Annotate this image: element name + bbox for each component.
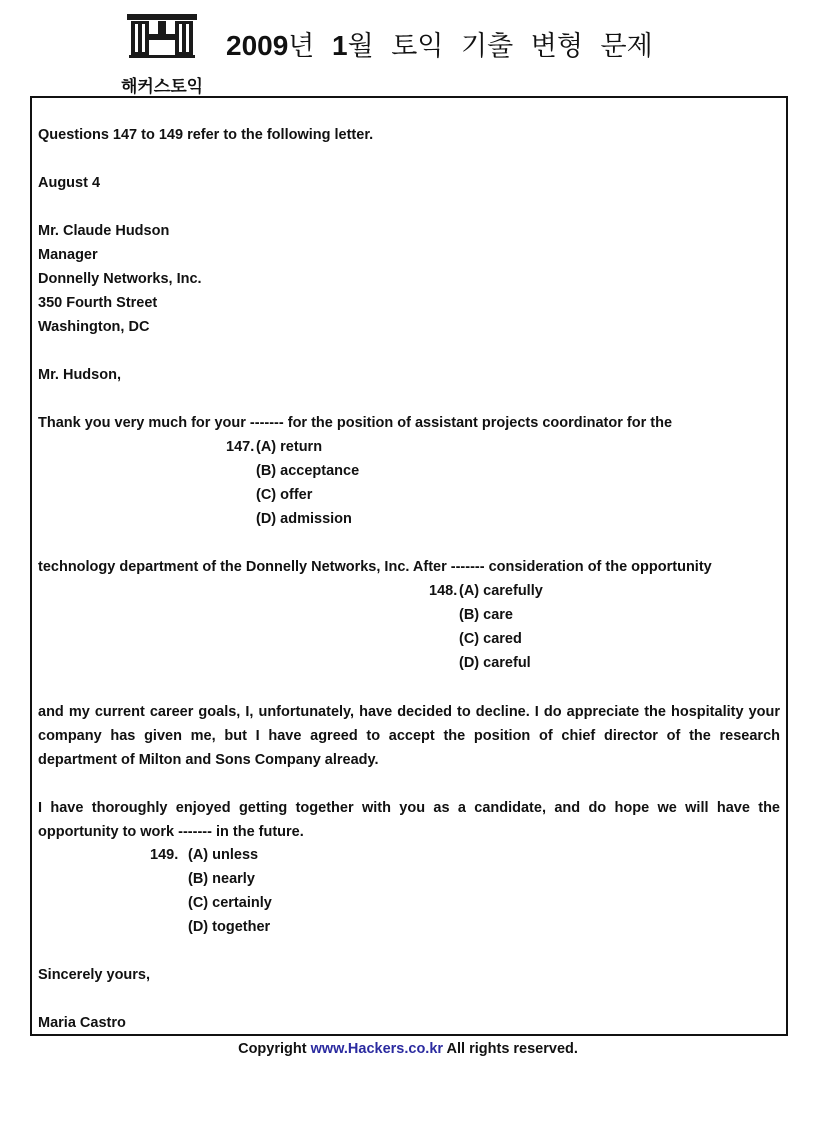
question-149-option-b[interactable]: (B) nearly [188,871,255,887]
salutation: Mr. Hudson, [38,367,121,383]
question-147-option-c[interactable]: (C) offer [256,487,313,503]
question-148-option-b[interactable]: (B) care [459,607,513,623]
recipient-street: 350 Fourth Street [38,295,158,311]
letter-signature: Maria Castro [38,1015,126,1031]
title-month-suffix: 월 [347,31,374,62]
question-147-option-a[interactable]: (A) return [256,439,323,455]
recipient-company: Donnelly Networks, Inc. [38,271,202,287]
question-148-number: 148. [429,583,458,599]
letter-box [30,96,788,1036]
question-149-option-c[interactable]: (C) certainly [188,895,272,911]
copyright-footer [0,1041,816,1057]
letter-paragraph-3: and my current career goals, I, unfortunately, have decided to decline. I do appreciate the hospitality your company has given me, but I have agreed to accept the position of chief director of the research department of Milton and Sons Company already. [38,704,780,768]
letter-paragraph-4: I have thoroughly enjoyed getting together with you as a candidate, and do hope we will have the opportunity to work ------- in the future. [38,800,780,840]
letter-date: August 4 [38,175,101,191]
recipient-name: Mr. Claude Hudson [38,223,170,239]
title-month: 1 [331,30,348,61]
question-147-number: 147. [226,439,255,455]
intro-text: Questions 147 to 149 refer to the following letter. [38,127,374,143]
recipient-city: Washington, DC [38,319,150,335]
footer-prefix: Copyright [238,1041,307,1057]
letter-sentence-1: Thank you very much for your ------- for the position of assistant projects coordinator for the [38,415,673,431]
recipient-position: Manager [38,247,98,263]
letter-closing: Sincerely yours, [38,967,151,983]
footer-suffix: All rights reserved. [446,1041,578,1057]
letter-sentence-2: technology department of the Donnelly Networks, Inc. After ------- consideration of the opportunity [38,559,712,575]
question-149-option-d[interactable]: (D) together [188,919,271,935]
hackers-toeic-logo [112,12,212,97]
title-year: 2009 [226,30,289,61]
page-title [226,24,653,63]
question-148-option-d[interactable]: (D) careful [459,655,531,671]
logo-text: 해커스토익 [120,77,204,97]
hackers-website-link[interactable]: www.Hackers.co.kr [310,1041,444,1057]
question-147-option-b[interactable]: (B) acceptance [256,463,360,479]
hackers-logo-mark-icon [123,12,201,58]
question-148-option-a[interactable]: (A) carefully [459,583,543,599]
title-rest: 토익 기출 변형 문제 [391,31,653,62]
question-149-number: 149. [150,847,179,863]
question-147-option-d[interactable]: (D) admission [256,511,352,527]
title-year-suffix: 년 [288,31,315,62]
question-148-option-c[interactable]: (C) cared [459,631,522,647]
question-149-option-a[interactable]: (A) unless [188,847,259,863]
